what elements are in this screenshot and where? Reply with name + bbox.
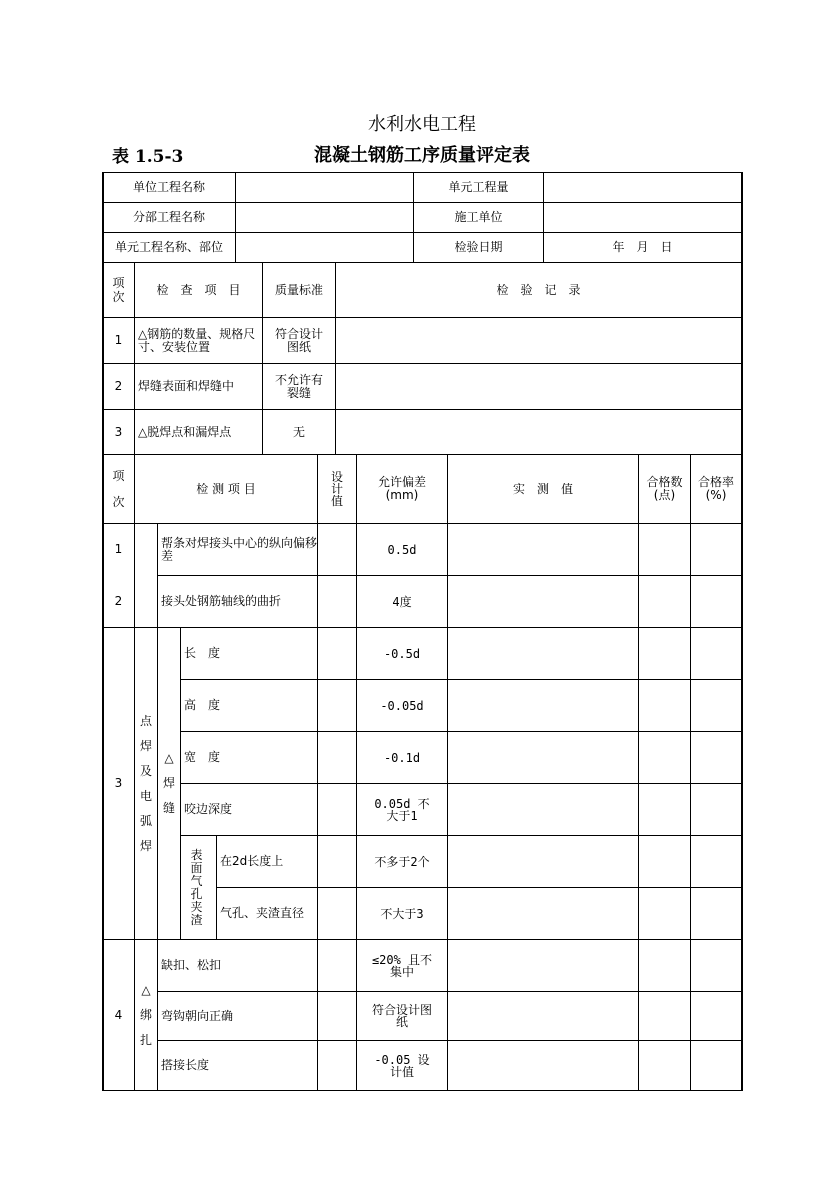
table-rule <box>235 172 236 263</box>
group-spot-arc-weld <box>135 628 157 939</box>
group-surface-pores-slag <box>181 836 216 939</box>
measure-row-item-text: 宽 度 <box>184 750 221 764</box>
measure-header-design <box>318 455 356 523</box>
measure-header-pass-rate-unit: (%) <box>705 488 727 502</box>
division-label <box>103 203 235 232</box>
measure-row-item-text: 在2d长度上 <box>220 854 284 868</box>
group-weld-seam-text: △焊缝 <box>162 751 175 815</box>
contractor-field[interactable] <box>544 203 741 232</box>
page-title: 混凝土钢筋工序质量评定表 <box>314 145 530 166</box>
measured-values-field[interactable] <box>448 680 638 731</box>
table-rule <box>157 575 742 576</box>
measure-row-item-text: 高 度 <box>184 698 221 712</box>
measure-row-item-text: 长 度 <box>184 646 221 660</box>
table-rule <box>102 172 742 173</box>
element-name-field[interactable] <box>236 233 413 262</box>
contractor-label <box>414 203 543 232</box>
table-rule <box>638 454 639 1091</box>
table-rule <box>102 262 742 263</box>
measure-row-tolerance <box>357 940 447 991</box>
division-label-text: 分部工程名称 <box>132 210 205 224</box>
inspection-date-label-text: 检验日期 <box>454 240 503 254</box>
measure-row-item <box>217 888 317 939</box>
check-row-no <box>103 318 134 363</box>
check-header-record-text: 检 验 记 录 <box>496 282 581 297</box>
check-row-item-text: 焊缝表面和焊缝中 <box>138 379 235 393</box>
measure-row-tolerance-text: ≤20% 且不集中 <box>371 952 433 979</box>
pass-rate-field[interactable] <box>691 1041 741 1090</box>
table-rule <box>180 835 742 836</box>
measure-row-item <box>217 836 317 887</box>
measure-row-item-text: 帮条对焊接头中心的纵向偏移差 <box>161 535 317 563</box>
measured-values-field[interactable] <box>448 940 638 991</box>
group-binding-text: △绑扎 <box>139 982 152 1047</box>
design-value-field[interactable] <box>318 732 356 783</box>
measure-header-pass-rate-text <box>698 476 734 502</box>
measure-row-item <box>158 524 317 575</box>
measure-row-tolerance-text: 不大于3 <box>380 906 424 921</box>
measure-row-tolerance-text: -0.05 设计值 <box>374 1052 430 1079</box>
check-row-standard-text: 符合设计图纸 <box>274 326 323 354</box>
check-row-item <box>135 364 262 409</box>
inspection-date-field[interactable] <box>544 233 741 262</box>
measure-row-tolerance-text: 0.05d 不大于1 <box>374 796 430 823</box>
measure-row-item-text: 咬边深度 <box>184 802 233 816</box>
check-row-item-text: △钢筋的数量、规格尺寸、安装位置 <box>138 326 256 354</box>
measure-header-design-text: 设计值 <box>330 470 343 508</box>
measure-row-no <box>103 524 134 575</box>
measured-values-field[interactable] <box>448 784 638 835</box>
table-rule <box>102 627 742 628</box>
measure-row-item <box>181 784 317 835</box>
inspection-date-label <box>414 233 543 262</box>
contractor-label-text: 施工单位 <box>454 210 503 224</box>
pass-count-field[interactable] <box>639 888 690 939</box>
measure-row-item-text: 弯钩朝向正确 <box>161 1008 234 1023</box>
measure-row-tolerance <box>357 680 447 731</box>
check-header-standard <box>263 263 335 317</box>
measure-header-pass-rate-label: 合格率 <box>697 475 734 489</box>
table-rule <box>180 627 181 940</box>
table-rule <box>335 262 336 455</box>
check-row-no-text: 1 <box>114 333 123 347</box>
measure-row-tolerance <box>357 524 447 575</box>
check-row-no <box>103 410 134 454</box>
table-rule <box>356 454 357 1091</box>
measure-header-measured-text: 实 测 值 <box>512 481 573 496</box>
table-rule <box>102 1090 742 1091</box>
check-row-no <box>103 364 134 409</box>
table-rule <box>102 409 742 410</box>
measure-header-tolerance <box>357 455 447 523</box>
tolerance-unit: (mm) <box>385 488 419 502</box>
pass-rate-field[interactable] <box>691 836 741 887</box>
measure-row-no-text: 4 <box>114 1007 123 1022</box>
measure-row-tolerance-text: 0.5d <box>387 542 417 557</box>
group-surface-pores-slag-text: 表面气孔夹渣 <box>190 847 207 927</box>
measure-row-tolerance <box>357 1041 447 1090</box>
check-row-standard <box>263 318 335 363</box>
element-quantity-label <box>414 173 543 202</box>
check-row-item <box>135 318 262 363</box>
measured-values-field[interactable] <box>448 1041 638 1090</box>
table-number: 表 1.5-3 <box>112 147 184 167</box>
measure-row-item <box>181 732 317 783</box>
measure-row-item-text: 搭接长度 <box>161 1058 210 1072</box>
measured-values-field[interactable] <box>448 628 638 679</box>
measure-row-tolerance-text: 不多于2个 <box>374 854 430 869</box>
pass-rate-field[interactable] <box>691 888 741 939</box>
table-rule <box>180 731 742 732</box>
pass-count-field[interactable] <box>639 576 690 627</box>
table-rule <box>102 454 742 455</box>
pass-rate-field[interactable] <box>691 784 741 835</box>
table-rule <box>216 887 742 888</box>
measured-values-field[interactable] <box>448 836 638 887</box>
group-blank <box>135 524 157 627</box>
table-rule <box>102 232 742 233</box>
measure-row-no <box>103 576 134 627</box>
measured-values-field[interactable] <box>448 992 638 1040</box>
measure-row-no-text: 1 <box>114 542 123 556</box>
measure-row-tolerance-text: -0.05d <box>380 698 424 713</box>
measure-row-no <box>103 940 134 1090</box>
check-header-item <box>135 263 262 317</box>
check-header-no-text: 项次 <box>112 276 125 304</box>
table-rule <box>690 454 691 1091</box>
design-value-field[interactable] <box>318 784 356 835</box>
measure-row-item-text: 接头处钢筋轴线的曲折 <box>161 594 282 608</box>
measured-values-field[interactable] <box>448 576 638 627</box>
pass-count-field[interactable] <box>639 524 690 575</box>
design-value-field[interactable] <box>318 576 356 627</box>
measure-row-item <box>181 680 317 731</box>
table-rule <box>180 783 742 784</box>
check-row-no-text: 3 <box>114 424 123 439</box>
measured-values-field[interactable] <box>448 888 638 939</box>
measure-row-tolerance <box>357 732 447 783</box>
measured-values-field[interactable] <box>448 524 638 575</box>
measure-row-item <box>158 992 317 1040</box>
measure-row-item <box>181 628 317 679</box>
pass-count-field[interactable] <box>639 940 690 991</box>
check-header-no <box>103 263 134 317</box>
table-rule <box>180 679 742 680</box>
measure-header-no <box>103 455 134 523</box>
measure-row-item <box>158 940 317 991</box>
table-rule <box>102 317 742 318</box>
measure-row-tolerance <box>357 888 447 939</box>
check-row-record-field[interactable] <box>336 318 741 363</box>
table-rule <box>102 939 742 940</box>
pass-count-field[interactable] <box>639 992 690 1040</box>
table-rule <box>102 363 742 364</box>
check-row-standard <box>263 364 335 409</box>
element-name-label-text: 单元工程名称、部位 <box>114 240 223 254</box>
table-rule <box>157 523 158 1091</box>
measure-row-tolerance <box>357 576 447 627</box>
design-value-field[interactable] <box>318 628 356 679</box>
measure-row-item <box>158 1041 317 1090</box>
check-row-record-field[interactable] <box>336 364 741 409</box>
design-value-field[interactable] <box>318 680 356 731</box>
pass-count-field[interactable] <box>639 680 690 731</box>
measure-row-tolerance-text: -0.5d <box>383 646 421 661</box>
table-rule <box>157 991 742 992</box>
check-row-record-field[interactable] <box>336 410 741 454</box>
measure-row-tolerance-text: -0.1d <box>383 750 421 765</box>
unit-project-label <box>103 173 235 202</box>
table-rule <box>447 454 448 1091</box>
element-quantity-label-text: 单元工程量 <box>448 180 509 194</box>
pass-count-field[interactable] <box>639 1041 690 1090</box>
table-rule <box>543 172 544 263</box>
pass-rate-field[interactable] <box>691 732 741 783</box>
check-header-record <box>336 263 741 317</box>
measured-values-field[interactable] <box>448 732 638 783</box>
pass-rate-field[interactable] <box>691 680 741 731</box>
measure-header-measured <box>448 455 638 523</box>
table-rule <box>102 523 742 524</box>
measure-row-tolerance <box>357 628 447 679</box>
table-rule <box>317 454 318 1091</box>
measure-row-item <box>158 576 317 627</box>
measure-header-pass-count <box>639 455 690 523</box>
measure-header-pass-rate <box>691 455 741 523</box>
design-value-field[interactable] <box>318 888 356 939</box>
pass-rate-field[interactable] <box>691 940 741 991</box>
table-rule <box>134 454 135 1091</box>
measure-row-item-text: 缺扣、松扣 <box>161 958 222 972</box>
element-name-label <box>103 233 235 262</box>
pass-count-field[interactable] <box>639 784 690 835</box>
check-row-item <box>135 410 262 454</box>
pass-rate-field[interactable] <box>691 524 741 575</box>
design-value-field[interactable] <box>318 992 356 1040</box>
check-row-no-text: 2 <box>114 379 123 393</box>
pass-rate-field[interactable] <box>691 628 741 679</box>
measure-row-item-text: 气孔、夹渣直径 <box>220 906 305 920</box>
table-rule <box>741 172 743 1091</box>
pass-count-field[interactable] <box>639 628 690 679</box>
check-row-standard-text: 不允许有裂缝 <box>274 372 323 400</box>
element-quantity-field[interactable] <box>544 173 741 202</box>
check-row-item-text: △脱焊点和漏焊点 <box>138 424 232 439</box>
table-rule <box>134 262 135 455</box>
division-field[interactable] <box>236 203 413 232</box>
measure-header-no-text: 项次 <box>112 469 125 509</box>
measure-header-pass-count-unit: (点) <box>653 488 676 502</box>
check-row-standard <box>263 410 335 454</box>
check-row-standard-text: 无 <box>292 424 305 439</box>
group-weld-seam <box>158 628 180 939</box>
design-value-field[interactable] <box>318 836 356 887</box>
measure-header-tolerance-text <box>378 476 426 502</box>
design-value-field[interactable] <box>318 524 356 575</box>
measure-header-item-text: 检 测 项 目 <box>196 481 256 496</box>
pass-rate-field[interactable] <box>691 576 741 627</box>
design-value-field[interactable] <box>318 1041 356 1090</box>
measure-row-no-text: 3 <box>114 776 123 790</box>
measure-header-pass-count-text <box>646 476 682 502</box>
check-header-standard-text: 质量标准 <box>274 282 323 297</box>
table-rule <box>102 202 742 203</box>
table-rule <box>413 172 414 263</box>
table-rule <box>216 835 217 940</box>
measure-row-no-text: 2 <box>114 594 123 608</box>
measure-row-tolerance <box>357 836 447 887</box>
table-rule <box>157 1040 742 1041</box>
measure-row-tolerance-text: 符合设计图纸 <box>371 1003 432 1029</box>
document-category: 水利水电工程 <box>368 114 476 135</box>
measure-header-item <box>135 455 317 523</box>
design-value-field[interactable] <box>318 940 356 991</box>
pass-count-field[interactable] <box>639 836 690 887</box>
table-rule <box>102 172 104 1091</box>
pass-rate-field[interactable] <box>691 992 741 1040</box>
group-spot-arc-weld-text: 点焊及电弧焊 <box>139 713 152 853</box>
measure-header-pass-count-label: 合格数 <box>646 475 683 489</box>
group-binding <box>135 940 157 1090</box>
pass-count-field[interactable] <box>639 732 690 783</box>
measure-row-tolerance <box>357 784 447 835</box>
table-rule <box>262 262 263 455</box>
unit-project-label-text: 单位工程名称 <box>132 180 205 194</box>
inspection-date-field-text: 年 月 日 <box>612 240 673 254</box>
tolerance-label: 允许偏差 <box>377 475 426 489</box>
unit-project-field[interactable] <box>236 173 413 202</box>
measure-row-no <box>103 628 134 939</box>
measure-row-tolerance-text: 4度 <box>392 594 412 609</box>
check-header-item-text: 检 查 项 目 <box>156 282 241 297</box>
measure-row-tolerance <box>357 992 447 1040</box>
